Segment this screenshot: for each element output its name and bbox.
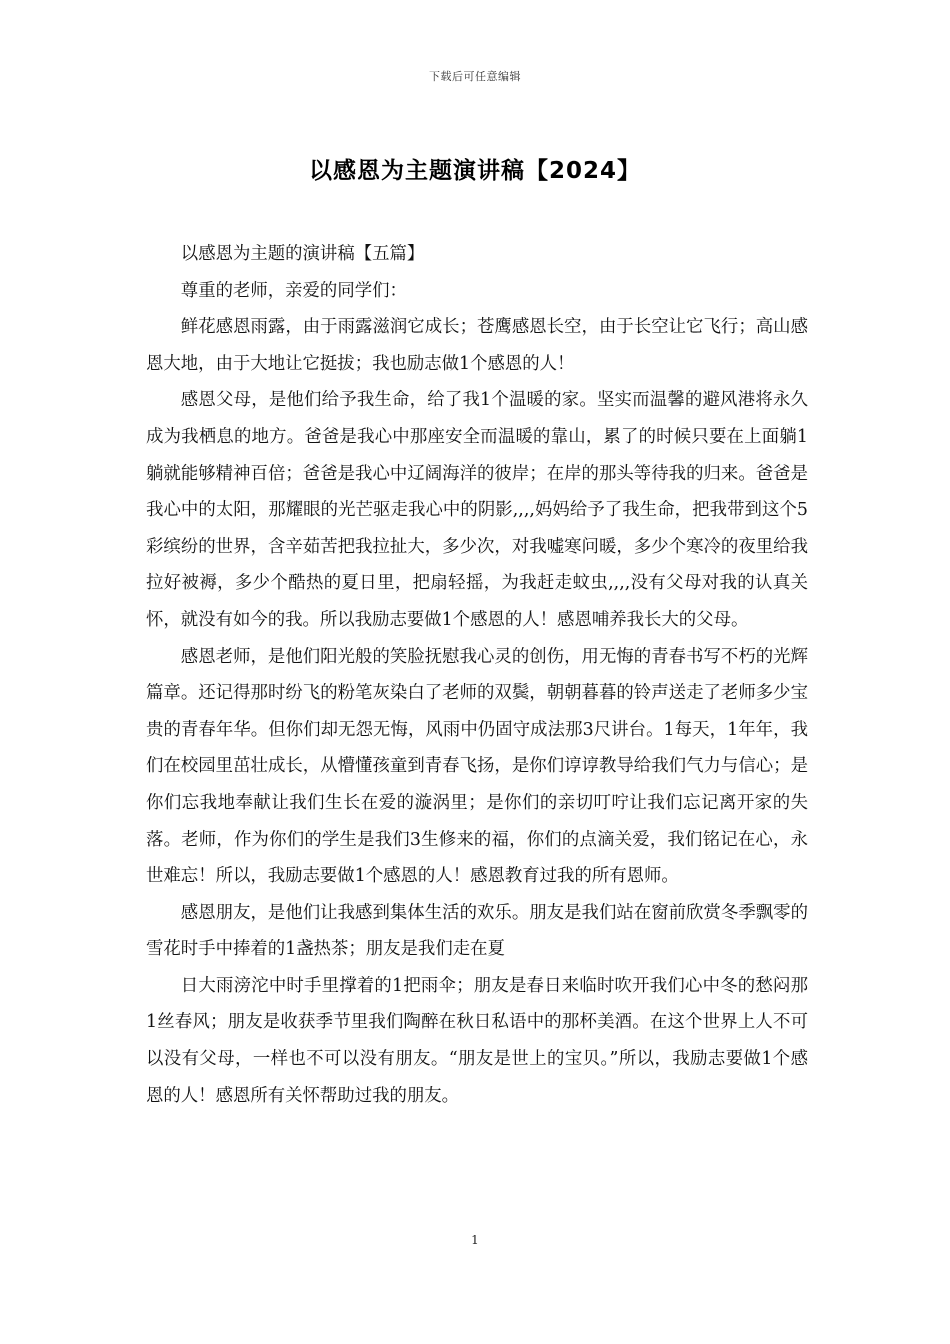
subtitle-paragraph: 以感恩为主题的演讲稿【五篇】 xyxy=(180,244,425,264)
page-number: 1 xyxy=(471,1233,479,1247)
intro-paragraph: 鲜花感恩雨露，由于雨露滋润它成长；苍鹰感恩长空，由于长空让它飞行；高山感恩大地，由于大地让它挺拔；我也励志做1个感恩的人！ xyxy=(146,317,808,374)
header-note: 下载后可任意编辑 xyxy=(429,70,521,83)
salutation-paragraph: 尊重的老师，亲爱的同学们： xyxy=(180,280,407,301)
document-body xyxy=(146,236,808,1114)
friends-paragraph-continued: 日大雨滂沱中时手里撑着的1把雨伞；朋友是春日来临时吹开我们心中冬的愁闷那1丝春风；朋友是收获季节里我们陶醉在秋日私语中的那杯美酒。在这个世界上人不可以没有父母，一样也不可以没有朋友。“朋友是世上的宝贝。”所以，我励志要做1个感恩的人！感恩所有关怀帮助过我的朋友。 xyxy=(146,975,808,1106)
parents-paragraph: 感恩父母，是他们给予我生命，给了我1个温暖的家。坚实而温馨的避风港将永久成为我栖息的地方。爸爸是我心中那座安全而温暖的靠山，累了的时候只要在上面躺1躺就能够精神百倍；爸爸是我心中辽阔海洋的彼岸；在岸的那头等待我的归来。爸爸是我心中的太阳，那耀眼的光芒驱走我心中的阴影,,,,妈妈给予了我生命，把我带到这个5彩缤纷的世界，含辛茹苦把我拉扯大，多少次，对我嘘寒问暖，多少个寒冷的夜里给我拉好被褥，多少个酷热的夏日里，把扇轻摇，为我赶走蚊虫,,,,没有父母对我的认真关怀，就没有如今的我。所以我励志要做1个感恩的人！感恩哺养我长大的父母。 xyxy=(146,390,808,630)
teachers-paragraph: 感恩老师，是他们阳光般的笑脸抚慰我心灵的创伤，用无悔的青春书写不朽的光辉篇章。还记得那时纷飞的粉笔灰染白了老师的双鬓，朝朝暮暮的铃声送走了老师多少宝贵的青春年华。但你们却无怨无悔，风雨中仍固守成法那3尺讲台。1每天，1年年，我们在校园里茁壮成长，从懵懂孩童到青春飞扬，是你们谆谆教导给我们气力与信心；是你们忘我地奉献让我们生长在爱的漩涡里；是你们的亲切叮咛让我们忘记离开家的失落。老师，作为你们的学生是我们3生修来的福，你们的点滴关爱，我们铭记在心，永世难忘！所以，我励志要做1个感恩的人！感恩教育过我的所有恩师。 xyxy=(146,646,808,887)
document-title: 以感恩为主题演讲稿【2024】 xyxy=(308,158,641,184)
friends-paragraph: 感恩朋友，是他们让我感到集体生活的欢乐。朋友是我们站在窗前欣赏冬季飘零的雪花时手中捧着的1盏热茶；朋友是我们走在夏 xyxy=(146,902,808,960)
